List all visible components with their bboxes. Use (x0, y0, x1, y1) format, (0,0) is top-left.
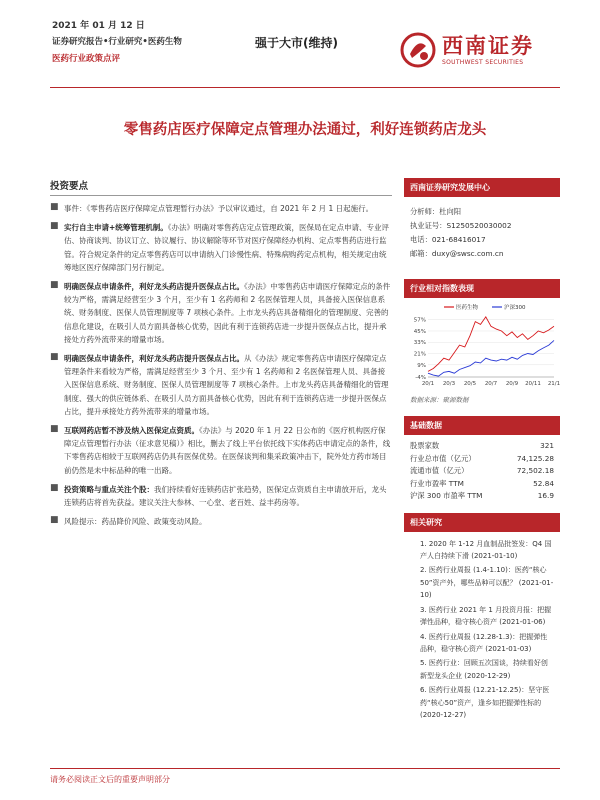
point-lead: 实行自主申请+统筹管理机制。 (64, 223, 168, 233)
logo-mark-icon (400, 32, 436, 68)
point-item (50, 515, 392, 528)
analyst-phone: 电话：021-68416017 (410, 235, 486, 244)
basic-data-label: 股票家数 (410, 441, 440, 450)
report-date: 2021 年 01 月 12 日 (52, 21, 145, 31)
point-text: 《办法》与 2020 年 1 月 22 日公布的《医疗机构医疗保障定点管理暂行办法（征求意见稿）》相比，删去了线上平台依托线下实体药店申请定点的条件，线下零售药店相较于互联网药店仍具有医保优势。在医保谈判和集采政策冲击下，院外处方药市场目前仍然是未中标品种的唯一出路。 (64, 426, 391, 475)
point-text: 风险提示：药品降价风险、政策变动风险。 (64, 517, 207, 527)
bullet-icon: ■ (50, 515, 59, 526)
bullet-icon: ■ (50, 482, 59, 493)
point-item (50, 202, 392, 215)
bullet-icon: ■ (50, 352, 59, 363)
sidebar (404, 178, 560, 723)
basic-data-section (404, 416, 560, 503)
basic-data-value: 74,125.28 (516, 453, 554, 463)
logo-name-cn: 西南证券 (442, 33, 534, 58)
series-line (428, 317, 554, 372)
x-tick-label: 20/5 (463, 381, 477, 387)
bullet-icon: ■ (50, 221, 59, 232)
legend-label: 医药生物 (456, 305, 479, 311)
basic-data-row (404, 452, 560, 465)
related-research-item[interactable]: 3. 医药行业 2021 年 1 月投资月报：把握弹性品种，稳守核心资产 (2021-01-06) (420, 605, 552, 627)
basic-data-value: 72,502.18 (516, 466, 554, 476)
point-lead: 投资策略与重点关注个股： (64, 484, 154, 494)
points-list (50, 202, 392, 528)
footer-divider (50, 768, 560, 769)
basic-data-row (404, 465, 560, 478)
y-tick-label: 9% (417, 362, 426, 369)
relative-index-section (404, 279, 560, 404)
point-item (50, 424, 392, 477)
related-research-item[interactable]: 5. 医药行业：回顾五次国谈，持续看好创新型龙头企业 (2020-12-29) (420, 659, 548, 680)
point-text: 《办法》中零售药店申请医疗保障定点的条件较为严格，需满足经营至少 3 个月，至少有 1 名药师和 2 名医保管理人员，具备接入医保信息系统、财务制度、医保人员管理制度等 7 项核心条件。上市龙头药店具备精细化的管理制度、完善的信息化建设，在吸引人员方面具备核心优势，因此有利于连锁药店进一步提升医保点占比，提升承接处方药外流带来的增量市场。 (64, 282, 391, 344)
point-text: 事件：《零售药店医疗保障定点管理暂行办法》予以审议通过，自 2021 年 2 月 1 日起施行。 (64, 204, 374, 213)
basic-data-row (404, 435, 560, 452)
related-research-item[interactable]: 4. 医药行业周报 (12.28-1.3)：把握弹性品种，稳守核心资产 (2021-01-03) (420, 632, 548, 653)
point-item (50, 280, 392, 346)
related-research-item[interactable]: 6. 医药行业周报 (12.21-12.25)：坚守医药“核心50”资产，逢乡如把握弹性标的 (2020-12-27) (420, 686, 550, 719)
company-logo (398, 30, 558, 76)
x-tick-label: 20/11 (525, 381, 541, 387)
basic-data-label: 行业总市值（亿元） (410, 453, 476, 463)
basic-data-heading: 基础数据 (404, 416, 560, 435)
point-item (50, 483, 392, 509)
bullet-icon: ■ (50, 280, 59, 291)
series-line (428, 340, 554, 376)
basic-data-table (404, 435, 560, 503)
point-text: 我们持续看好连锁药店扩张趋势，医保定点资质自主申请放开后，龙头连锁药店将首先获益。建议关注大参林、一心堂、老百姓、益丰药房等。 (64, 484, 387, 508)
point-item (50, 352, 392, 418)
points-heading: 投资要点 (50, 178, 392, 196)
chart-source: 数据来源：聚源数据 (410, 396, 469, 404)
related-research-section (404, 513, 560, 722)
basic-data-label: 沪深 300 市盈率 TTM (410, 491, 483, 501)
bullet-icon: ■ (50, 202, 59, 212)
y-tick-label: 21% (413, 351, 426, 358)
bullet-icon: ■ (50, 424, 59, 435)
x-tick-label: 20/9 (505, 381, 519, 387)
y-tick-label: 57% (413, 317, 426, 324)
related-research-item[interactable]: 1. 2020 年 1-12 月血制品批签发：Q4 国产人白持续下滑 (2021-01-10) (420, 539, 552, 561)
x-tick-label: 20/7 (484, 381, 498, 387)
industry-rating: 强于大市(维持) (255, 36, 338, 50)
point-text: 《办法》明确对零售药店定点管理政策，医保局在定点申请、专业评估、协商谈判、协议订立、协议履行、协议解除等环节对医疗保障经办机构、定点零售药店进行监管。符合规定条件的定点零售药店可以申请纳入门诊慢性病、特殊病购药定点机构，相关规定由统筹地区医疗保障部门另行制定。 (64, 223, 390, 272)
basic-data-value: 16.9 (537, 491, 554, 501)
basic-data-label: 行业市盈率 TTM (410, 478, 464, 488)
point-text: 从《办法》规定零售药店申请医疗保障定点管理条件来看较为严格，需满足经营至少 3 个月、至少有 1 名药师和 2 名医保管理人员、具备接入医保信息系统、财务制度、医保人员管理制度等 7 项核心条件。上市龙头药店具备精细化的管理制度、强大的供应链体系、在吸引人员方面具备核心优势，因此有利于连锁药店进一步提升医保点占比，提升承接处方药外流带来的增量市场。 (64, 354, 389, 416)
x-tick-label: 20/3 (442, 381, 456, 387)
basic-data-row (404, 490, 560, 503)
related-research-list (404, 532, 560, 722)
report-meta (52, 20, 252, 66)
basic-data-value: 321 (540, 441, 554, 450)
related-research-heading: 相关研究 (404, 513, 560, 532)
x-tick-label: 20/1 (421, 381, 435, 387)
chart-heading: 行业相对指数表现 (404, 279, 560, 298)
header-divider (50, 87, 560, 88)
y-tick-label: 45% (413, 328, 426, 335)
basic-data-value: 52.84 (533, 478, 554, 488)
x-tick-label: 21/1 (547, 381, 560, 387)
point-lead: 互联网药店暂不涉及纳入医保定点资质。 (64, 426, 199, 436)
related-research-item[interactable]: 2. 医药行业周报 (1.4-1.10)：医药“核心50”资产外，哪些品种可以配？ (2021-01-10) (420, 566, 554, 600)
report-title: 零售药店医疗保障定点管理办法通过，利好连锁药店龙头 (123, 122, 487, 138)
basic-data-row (404, 477, 560, 490)
y-tick-label: -4% (415, 375, 426, 381)
research-center-heading: 西南证券研究发展中心 (404, 178, 560, 197)
analyst-email[interactable]: 邮箱：duxy@swsc.com.cn (410, 249, 504, 258)
logo-name-en: SOUTHWEST SECURITIES (442, 59, 524, 66)
footer-disclaimer: 请务必阅读正文后的重要声明部分 (50, 775, 170, 784)
basic-data-label: 流通市值（亿元） (410, 466, 469, 476)
analyst-license: 执业证号：S1250520030002 (410, 221, 512, 230)
point-item (50, 221, 392, 274)
y-tick-label: 33% (413, 340, 426, 347)
point-lead: 明确医保点申请条件，利好龙头药店提升医保点占比。 (64, 354, 244, 364)
legend-label: 沪深300 (504, 305, 526, 311)
investment-points (50, 178, 392, 534)
analyst-name: 分析师：杜向阳 (410, 207, 462, 216)
relative-index-chart (404, 301, 560, 391)
analyst-info (404, 197, 560, 269)
point-lead: 明确医保点申请条件，利好龙头药店提升医保点占比。 (64, 282, 244, 292)
report-type: 医药行业政策点评 (52, 54, 121, 64)
report-category: 证券研究报告•行业研究•医药生物 (52, 37, 182, 47)
